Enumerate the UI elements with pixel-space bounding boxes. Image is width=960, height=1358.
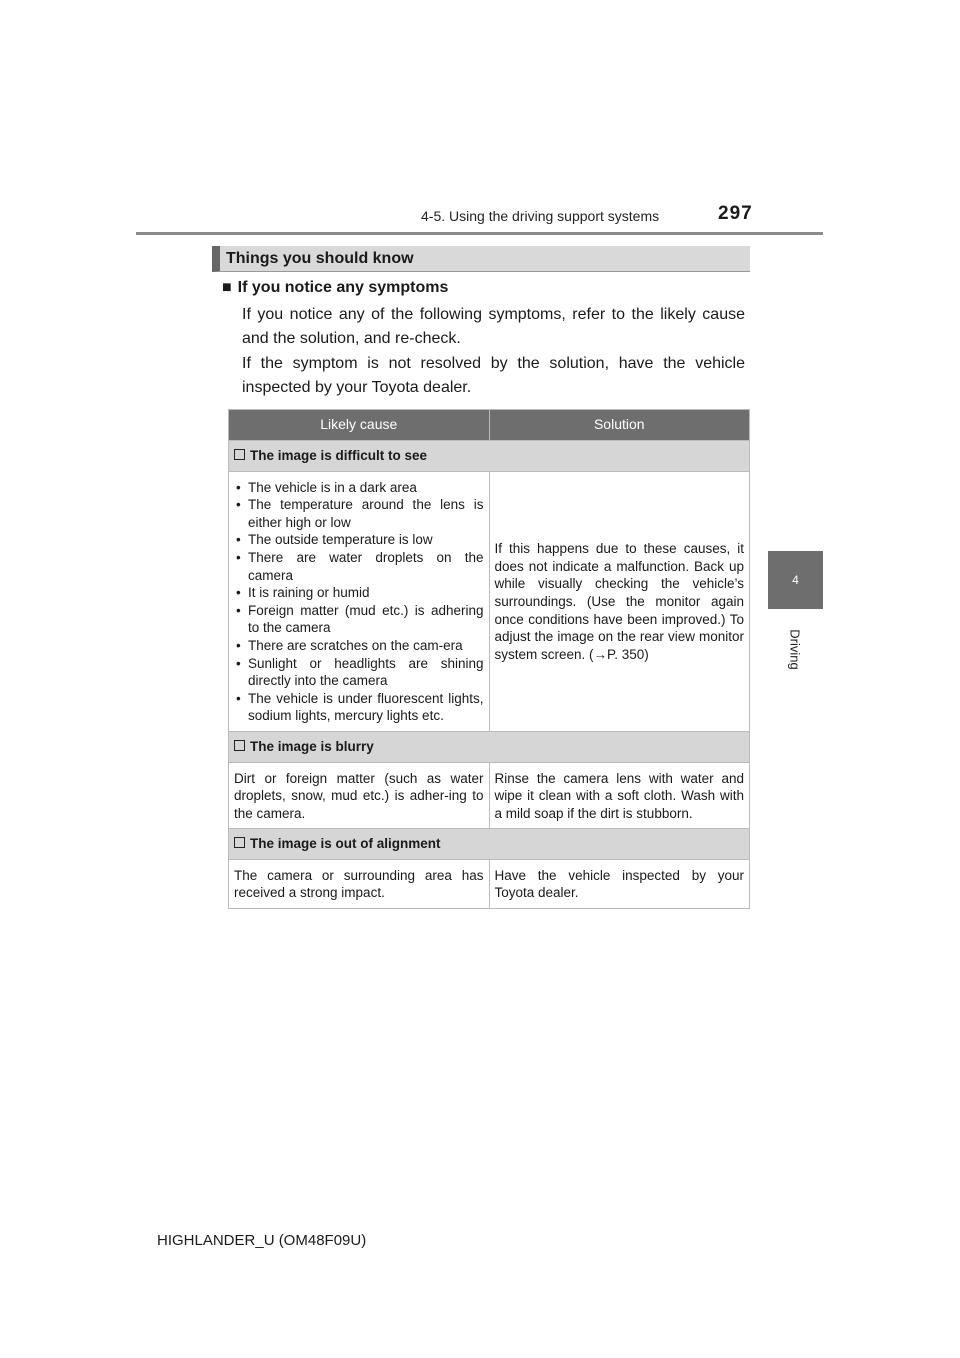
chapter-name: Driving [788,628,803,670]
group-row [229,731,750,762]
symptoms-heading [222,279,448,297]
list-item: • The outside temperature is low [234,531,484,549]
group-title [229,829,750,860]
checkbox-square-icon [234,740,245,751]
list-item: • The vehicle is in a dark area [234,479,484,497]
solution-cell: If this happens due to these causes, it does not indicate a malfunction. Back up while visually checking the vehicle’s surroundings. (Use the monitor again once conditions have been improved.) To adjust the image on the rear view monitor system screen. (→P. 350) [489,471,750,731]
list-item: • There are water droplets on the camera [234,549,484,584]
solution-cell: Rinse the camera lens with water and wipe it clean with a soft cloth. Wash with a mild soap if the dirt is stubborn. [489,762,750,829]
group-row [229,829,750,860]
list-item: • The vehicle is under fluorescent lights, sodium lights, mercury lights etc. [234,690,484,725]
list-item: • Foreign matter (mud etc.) is adhering to the camera [234,602,484,637]
group-title-text: The image is blurry [250,738,374,754]
troubleshooting-table [228,409,750,909]
group-title-text: The image is difficult to see [250,448,428,463]
table-row [229,471,750,731]
header-section-title: 4-5. Using the driving support systems [421,208,660,224]
list-item: • It is raining or humid [234,584,484,602]
header-divider [136,232,823,235]
page-number: 297 [718,203,753,224]
group-row [229,441,750,472]
checkbox-square-icon [234,837,245,848]
solution-cell: Have the vehicle inspected by your Toyota dealer. [489,859,750,908]
header-likely-cause: Likely cause [229,410,490,441]
table-row [229,859,750,908]
square-bullet-icon: ■ [222,279,232,296]
list-item: • There are scratches on the cam-era [234,637,484,655]
list-item: • The temperature around the lens is either high or low [234,496,484,531]
symptoms-heading-text: If you notice any symptoms [237,279,449,296]
group-title-text: The image is out of alignment [250,836,441,852]
cause-cell: The camera or surrounding area has received a strong impact. [229,859,490,908]
cause-list [234,479,484,725]
footer-model-code: HIGHLANDER_U (OM48F09U) [157,1232,367,1249]
header-solution: Solution [489,410,750,441]
intro-paragraph: If the symptom is not resolved by the solution, have the vehicle inspected by your Toyota dealer. [242,355,745,396]
table-header-row [229,410,750,441]
section-banner: Things you should know [212,246,750,272]
group-title [229,731,750,762]
checkbox-square-icon [234,449,245,460]
table-row [229,762,750,829]
group-title [229,441,750,472]
chapter-tab-label [768,609,823,689]
cause-cell [229,471,490,731]
intro-paragraph: If you notice any of the following symptoms, refer to the likely cause and the solution, and re-check. [242,306,745,347]
cause-cell: Dirt or foreign matter (such as water droplets, snow, mud etc.) is adher-ing to the camera. [229,762,490,829]
list-item: • Sunlight or headlights are shining directly into the camera [234,655,484,690]
chapter-tab-number: 4 [768,551,823,609]
